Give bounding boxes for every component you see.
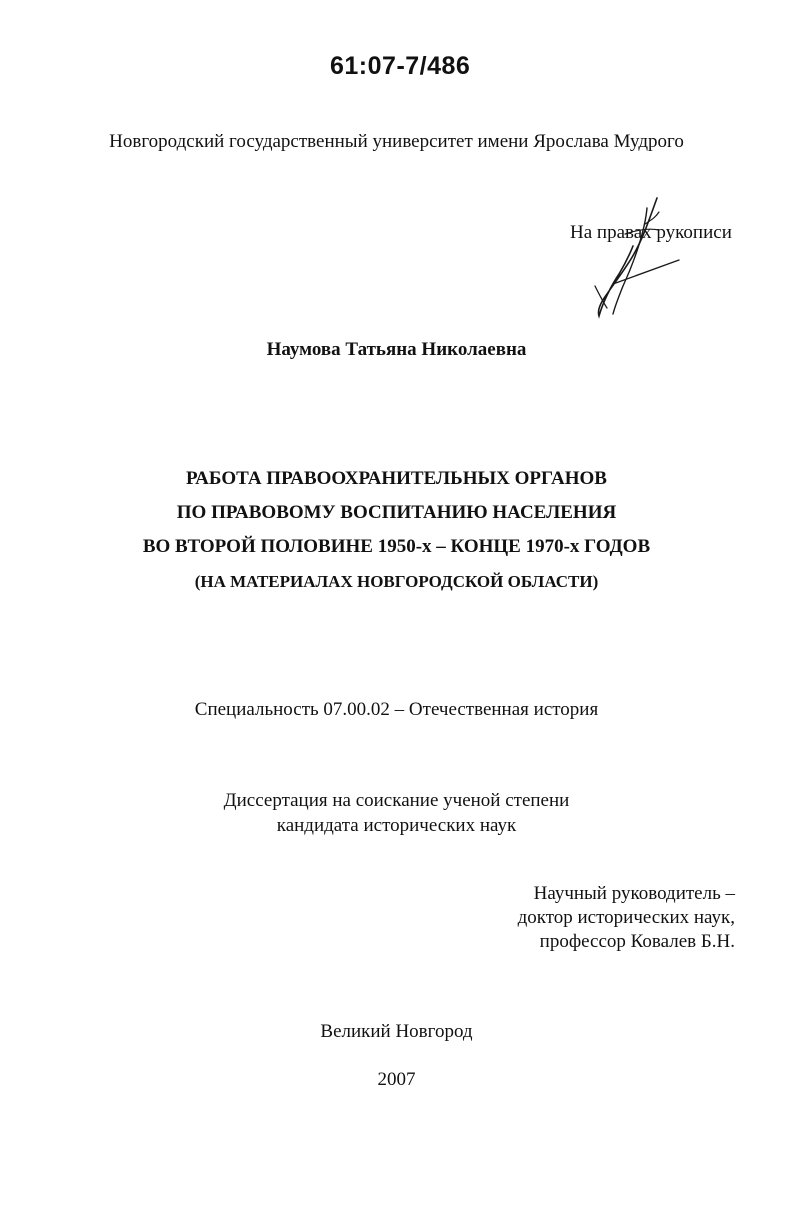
manuscript-note: На правах рукописи — [570, 222, 732, 243]
supervisor-line-2: доктор исторических наук, — [517, 907, 735, 928]
specialty: Специальность 07.00.02 – Отечественная история — [194, 699, 599, 720]
catalog-number: 61:07-7/486 — [330, 52, 471, 80]
title-subtitle: (НА МАТЕРИАЛАХ НОВГОРОДСКОЙ ОБЛАСТИ) — [194, 572, 599, 591]
supervisor-line-3: профессор Ковалев Б.Н. — [539, 931, 735, 952]
title-line-1: РАБОТА ПРАВООХРАНИТЕЛЬНЫХ ОРГАНОВ — [186, 468, 607, 489]
city: Великий Новгород — [320, 1021, 473, 1042]
author-name: Наумова Татьяна Николаевна — [266, 339, 527, 360]
dissertation-degree-line-1: Диссертация на соискание ученой степени — [223, 790, 570, 811]
year: 2007 — [377, 1069, 416, 1090]
university-name: Новгородский государственный университет имени Ярослава Мудрого — [109, 131, 684, 152]
title-line-3: ВО ВТОРОЙ ПОЛОВИНЕ 1950-х – КОНЦЕ 1970-х ГОДОВ — [142, 536, 651, 557]
supervisor-line-1: Научный руководитель – — [533, 883, 735, 904]
dissertation-degree-line-2: кандидата исторических наук — [276, 815, 517, 836]
signature-icon — [585, 190, 695, 320]
title-line-2: ПО ПРАВОВОМУ ВОСПИТАНИЮ НАСЕЛЕНИЯ — [176, 502, 617, 523]
